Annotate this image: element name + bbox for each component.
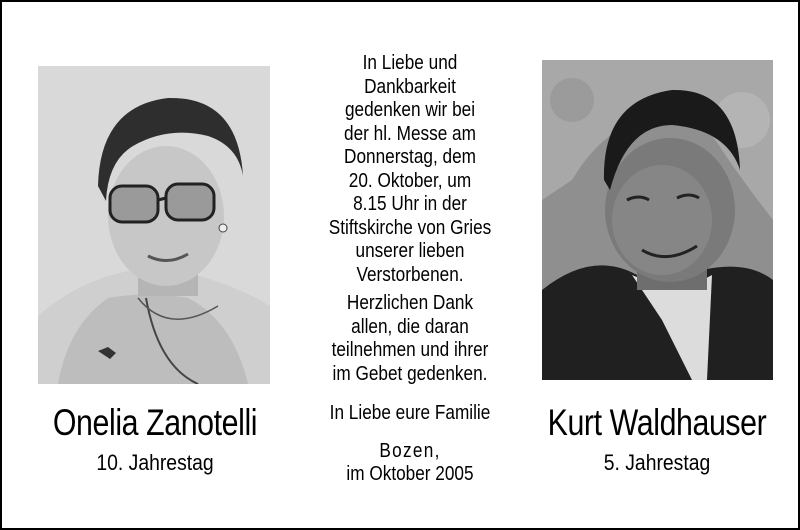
portrait-photo-left	[38, 66, 270, 384]
message-line: unserer lieben	[355, 240, 465, 262]
memorial-text	[298, 52, 522, 487]
message-line: gedenken wir bei	[344, 99, 476, 121]
date: im Oktober 2005	[346, 463, 474, 485]
place: Bozen,	[379, 439, 441, 462]
deceased-name-left: Onelia Zanotelli	[52, 402, 258, 443]
anniversary-right: 5. Jahrestag	[603, 450, 711, 475]
message-line: Donnerstag, dem	[344, 146, 476, 168]
message-line: 8.15 Uhr in der	[353, 193, 467, 215]
message-line: Verstorbenen.	[356, 263, 464, 286]
thanks-line: Herzlichen Dank	[346, 292, 474, 314]
message-line: Dankbarkeit	[364, 75, 456, 98]
message-line: 20. Oktober, um	[348, 169, 472, 192]
thanks-line: allen, die daran	[351, 315, 469, 338]
message-line: Stiftskirche von Gries	[328, 216, 492, 239]
message-line: In Liebe und	[362, 52, 458, 74]
family-signature: In Liebe eure Familie	[329, 402, 491, 424]
anniversary-left: 10. Jahrestag	[96, 450, 214, 475]
deceased-name-right: Kurt Waldhauser	[547, 402, 767, 443]
message-line: der hl. Messe am	[344, 122, 476, 145]
thanks-line: im Gebet gedenken.	[332, 362, 488, 385]
portrait-photo-right	[542, 60, 773, 380]
thanks-line: teilnehmen und ihrer	[331, 339, 489, 361]
